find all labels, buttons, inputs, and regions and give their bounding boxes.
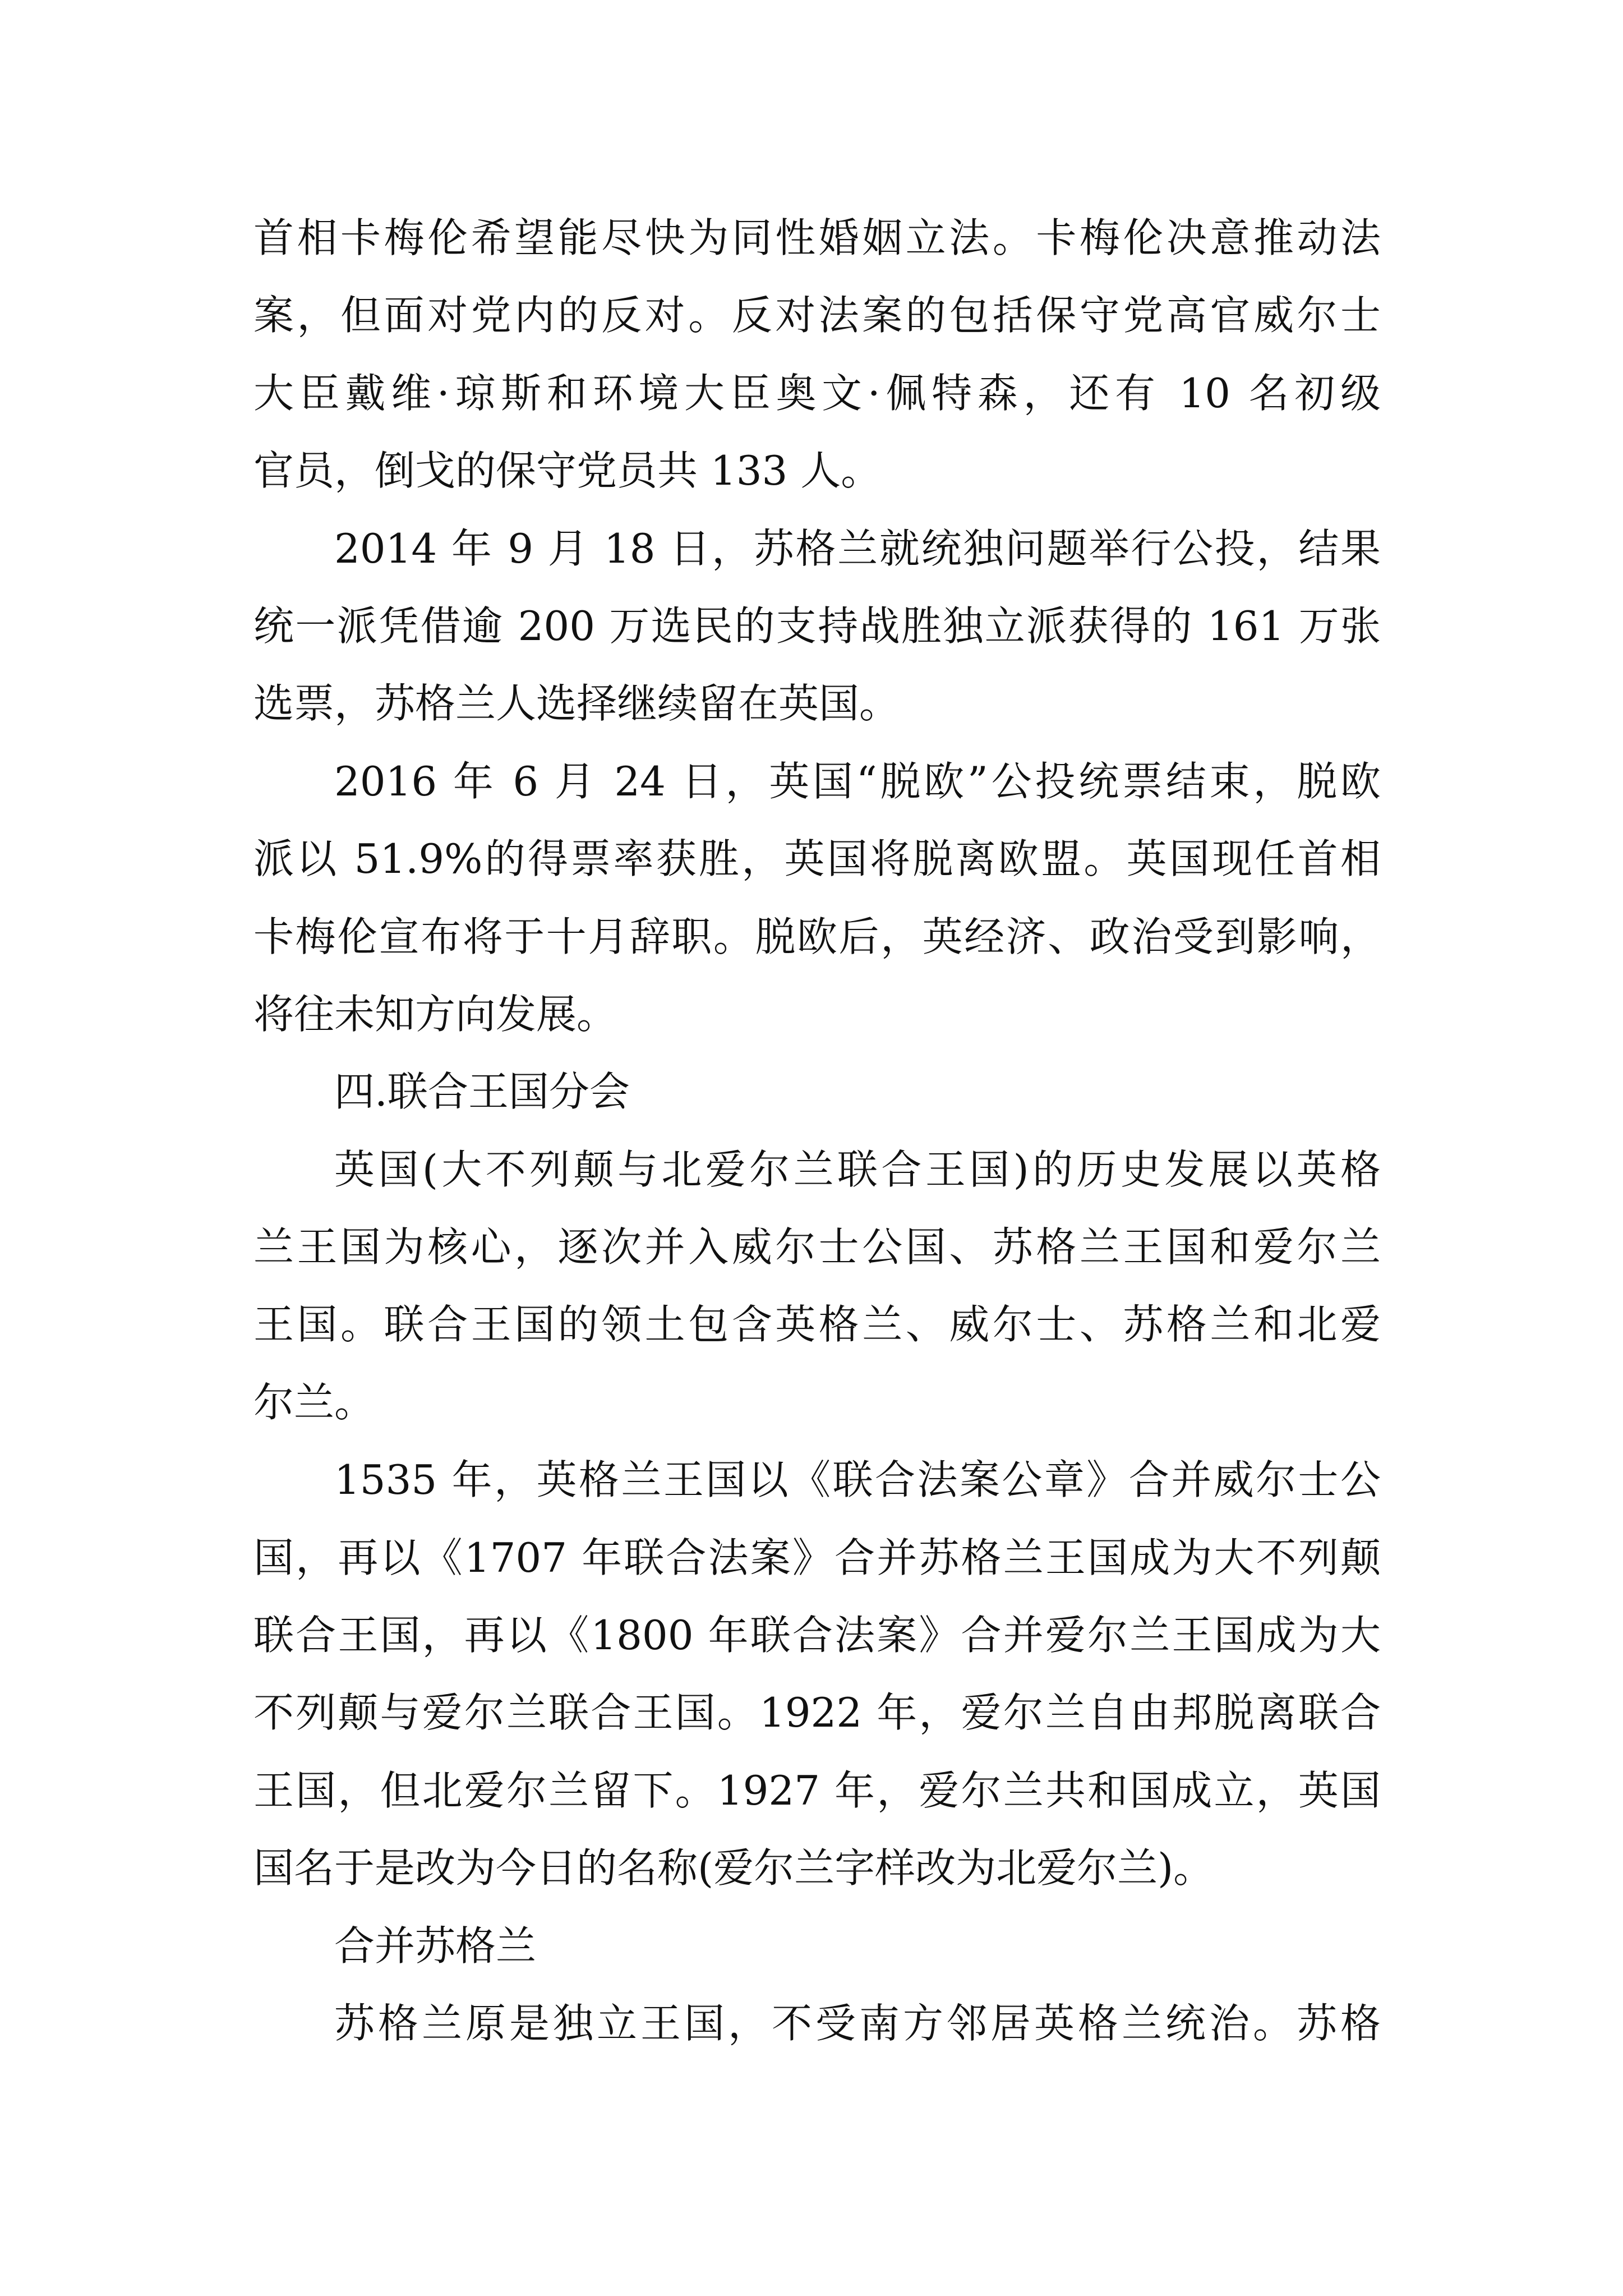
text-line: 1535 年，英格兰王国以《联合法案公章》合并威尔士公 [334,1456,1381,1504]
text-line: 选票，苏格兰人选择继续留在英国。 [253,680,900,728]
text-line: 国名于是改为今日的名称(爱尔兰字样改为北爱尔兰)。 [253,1844,1214,1892]
text-line: 国，再以《1707 年联合法案》合并苏格兰王国成为大不列颠 [253,1534,1381,1581]
text-line: 王国。联合王国的领土包含英格兰、威尔士、苏格兰和北爱 [253,1301,1381,1349]
text-line: 统一派凭借逾 200 万选民的支持战胜独立派获得的 161 万张 [253,602,1381,650]
text-line: 兰王国为核心，逐次并入威尔士公国、苏格兰王国和爱尔兰 [253,1223,1381,1271]
text-line: 联合王国，再以《1800 年联合法案》合并爱尔兰王国成为大 [253,1612,1381,1659]
text-line: 王国，但北爱尔兰留下。1927 年，爱尔兰共和国成立，英国 [253,1766,1381,1814]
text-line: 四.联合王国分会 [334,1068,630,1116]
text-line: 合并苏格兰 [334,1922,537,1970]
text-line: 卡梅伦宣布将于十月辞职。脱欧后，英经济、政治受到影响， [253,913,1381,960]
text-line: 2016 年 6 月 24 日，英国“脱欧”公投统票结束，脱欧 [334,757,1381,805]
text-line: 派以 51.9%的得票率获胜，英国将脱离欧盟。英国现任首相 [253,835,1381,883]
text-line: 案，但面对党内的反对。反对法案的包括保守党高官威尔士 [253,292,1381,339]
text-line: 英国(大不列颠与北爱尔兰联合王国)的历史发展以英格 [334,1145,1381,1193]
text-line: 不列颠与爱尔兰联合王国。1922 年，爱尔兰自由邦脱离联合 [253,1689,1381,1737]
body-text [253,199,1381,2062]
text-line: 苏格兰原是独立王国，不受南方邻居英格兰统治。苏格 [334,1999,1381,2047]
text-line: 将往未知方向发展。 [253,990,617,1038]
text-line: 首相卡梅伦希望能尽快为同性婚姻立法。卡梅伦决意推动法 [253,214,1381,261]
text-line: 尔兰。 [253,1378,375,1426]
text-line: 大臣戴维·琼斯和环境大臣奥文·佩特森，还有 10 名初级 [253,369,1381,417]
text-line: 2014 年 9 月 18 日，苏格兰就统独问题举行公投，结果 [334,524,1381,572]
text-line: 官员，倒戈的保守党员共 133 人。 [253,447,882,495]
